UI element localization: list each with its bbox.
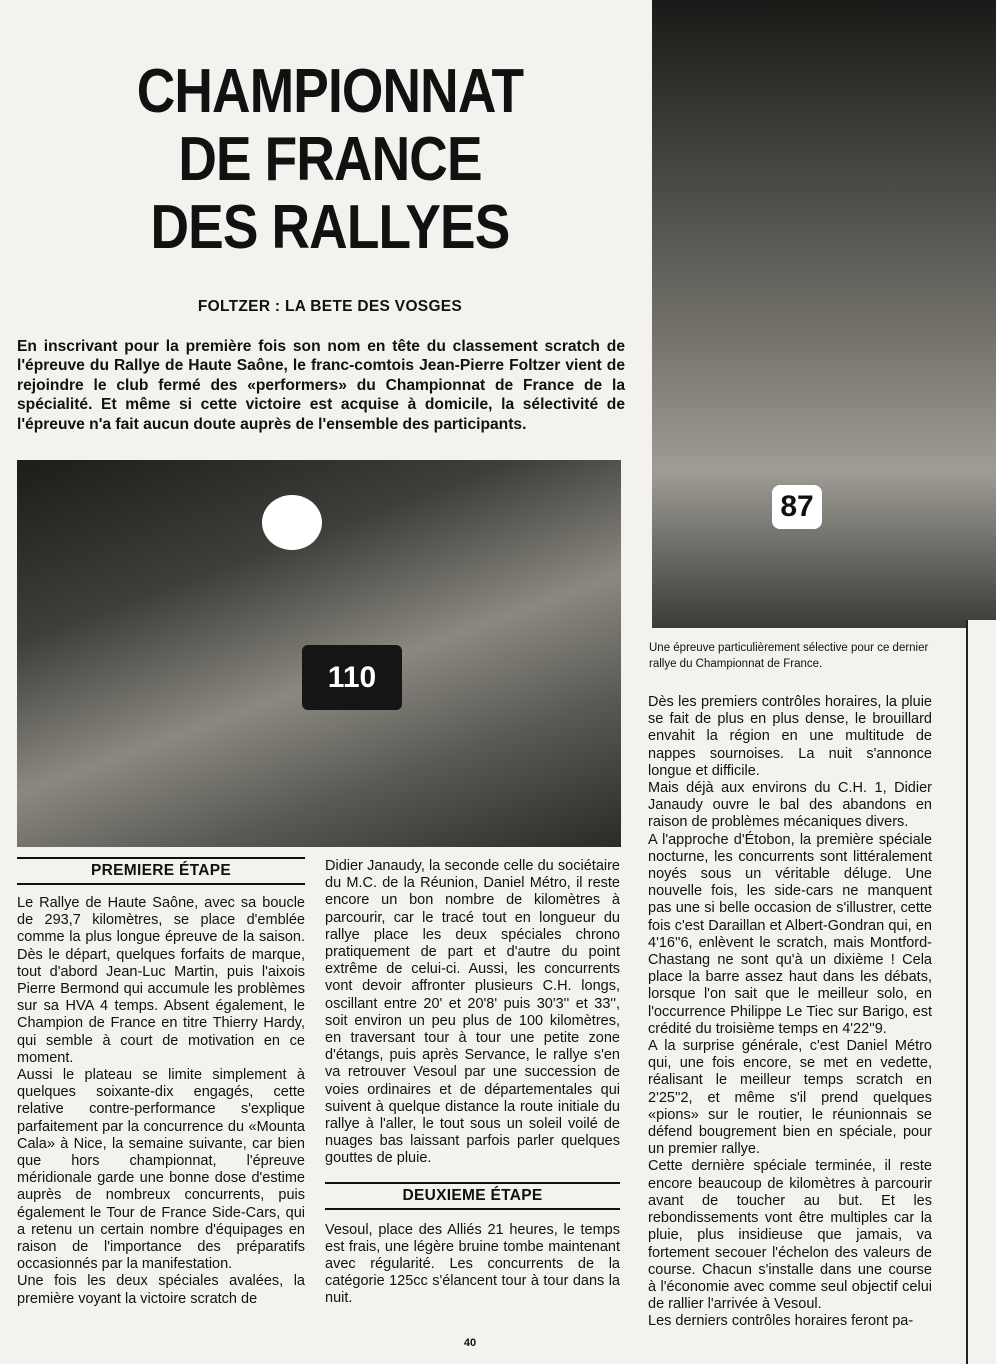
- paragraph: Une fois les deux spéciales avalées, la première voyant la victoire scratch de: [17, 1273, 305, 1307]
- title-line-1: CHAMPIONNAT: [136, 57, 524, 126]
- paragraph: Vesoul, place des Alliés 21 heures, le temps est frais, une légère bruine tombe maintenant avec régularité. Les concurrents de la catégorie 125cc s'élancent tour à tour dans la nuit.: [325, 1221, 620, 1307]
- photo-caption: Une épreuve particulièrement sélective pour ce dernier rallye du Championnat de France.: [649, 642, 929, 670]
- paragraph: Mais déjà aux environs du C.H. 1, Didier Janaudy ouvre le bal des abandons en raison de problèmes mécaniques divers.: [648, 780, 932, 831]
- race-plate: 110: [302, 645, 402, 710]
- section-heading-premiere-etape: PREMIERE ÉTAPE: [17, 857, 305, 885]
- title-line-3: DES RALLYES: [150, 193, 510, 262]
- section-1-body: [17, 895, 305, 1308]
- paragraph: Le Rallye de Haute Saône, avec sa boucle de 293,7 kilomètres, se place d'emblée comme la plus longue épreuve de la saison. Dès le départ, quelques forfaits de marque, tout d'abord Jean-Luc Martin, puis l'aixois Pierre Bermond qui accumule les problèmes sur sa HVA 4 temps. Absent également, le Champion de France en titre Thierry Hardy, qui semble à court de motivation en ce moment.: [17, 895, 305, 1066]
- paragraph: Dès les premiers contrôles horaires, la pluie se fait de plus en plus dense, le brouillard envahit la région en une multitude de nappes sournoises. La nuit s'annonce longue et difficile.: [648, 694, 932, 779]
- sidecar-photo: [652, 0, 996, 628]
- column-3: [648, 694, 932, 1331]
- column-3-body: [648, 694, 932, 1331]
- title-line-2: DE FRANCE: [178, 125, 482, 194]
- paragraph: Les derniers contrôles horaires feront pa-: [648, 1313, 914, 1330]
- intro-paragraph: En inscrivant pour la première fois son nom en tête du classement scratch de l'épreuve du Rallye de Haute Saône, le franc-comtois Jean-Pierre Foltzer vient de rejoindre le club fermé des «performers» du Championnat de France de la spécialité. Et même si cette victoire est acquise à domicile, la sélectivité de l'épreuve n'a fait aucun doute auprès de l'ensemble des participants.: [17, 338, 625, 433]
- page-edge-strip: [966, 620, 996, 1364]
- helmet-shape: [262, 495, 322, 550]
- page-title: [115, 58, 545, 262]
- page-number: 40: [463, 1337, 477, 1349]
- race-number: 87: [772, 485, 822, 529]
- section-heading-deuxieme-etape: DEUXIEME ÉTAPE: [325, 1182, 620, 1210]
- paragraph: Didier Janaudy, la seconde celle du sociétaire du M.C. de la Réunion, Daniel Métro, il reste encore un bon nombre de kilomètres à parcourir, car le tracé tout en longueur du rallye place les deux spéciales chrono pratiquement de part et d'autre du point extrême de celui-ci. Aussi, les concurrents vont devoir affronter plusieurs C.H. longs, oscillant entre 20' et 20'8' puis 30'3'' et 33'', soit environ un peu plus de 100 kilomètres, en traversant tour à tour une petite zone d'étangs, puis après Servance, le rallye s'en va retrouver Vesoul par une succession de voies ordinaires et de départementales qui suivent à quelque distance la route initiale du rallye à l'aller, le tout sous un soleil voilé de nuages bas laissant parfois parler quelques gouttes de pluie.: [325, 858, 620, 1167]
- column-2: [325, 858, 620, 1308]
- motorcycle-photo: [17, 460, 621, 847]
- column-1: [17, 857, 305, 1308]
- paragraph: Aussi le plateau se limite simplement à quelques soixante-dix engagés, cette relative contre-performance s'explique parfaitement par la concurrence du «Mounta Cala» à Nice, la semaine suivante, car bien que hors championnat, l'épreuve méridionale garde une bonne dose d'estime auprès de nombreux concurrents, puis également le Tour de France Side-Cars, qui a retenu un certain nombre d'équipages en raison de l'importance des préparatifs occasionnés par la manifestation.: [17, 1067, 305, 1273]
- section-2-body: [325, 1222, 620, 1308]
- paragraph: A la surprise générale, c'est Daniel Métro qui, une fois encore, se met en vedette, réalisant le meilleur temps scratch en 2'25''2, et même s'il prend quelques «pions» sur le routier, le réunionnais se défend bougrement bien en spéciale, pour un premier rallye.: [648, 1038, 932, 1158]
- column-2-body: [325, 858, 620, 1168]
- paragraph: Cette dernière spéciale terminée, il reste encore beaucoup de kilomètres à parcourir avant de toucher au but. Et les rebondissements vont être multiples car la pluie, plus insidieuse que jamais, va fortement secouer l'échelon des valeurs de course. Chacun s'installe dans une course à l'économie avec comme seul objectif celui de rallier l'arrivée à Vesoul.: [648, 1158, 932, 1313]
- article-subtitle: FOLTZER : LA BETE DES VOSGES: [197, 298, 463, 315]
- paragraph: A l'approche d'Étobon, la première spéciale nocturne, les concurrents sont littéralement noyés sous un véritable déluge. Une nouvelle fois, les side-cars ne manquent pas une si belle occasion de s'illustrer, cette fois c'est Daraillan et Albert-Gondran qui, en 4'16''6, enlèvent le scratch, mais Montford-Chastang ne sont qu'à un dixième ! Cela place la barre assez haut dans les débats, lorsque l'on sait que le meilleur solo, en l'occurrence Philippe Le Tiec sur Barigo, est crédité du troisième temps en 4'22''9.: [648, 831, 932, 1037]
